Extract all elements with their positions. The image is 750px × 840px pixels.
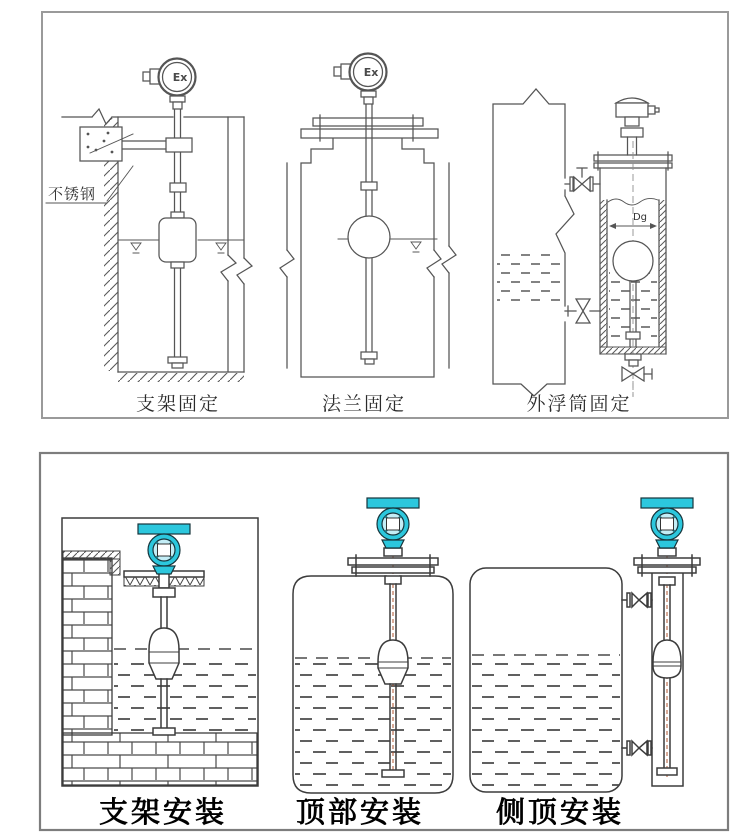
mounting-flange <box>348 555 438 576</box>
float-bottom-nub <box>171 262 184 268</box>
stem-end-cap <box>168 357 187 363</box>
stem-coupling <box>385 576 401 584</box>
wall-cap <box>63 551 120 559</box>
bracket-plate <box>80 127 122 161</box>
water-dashes <box>114 654 256 732</box>
rod-coupling <box>626 332 640 339</box>
ex-label: Ex <box>363 66 379 79</box>
wall-cap-side <box>110 559 120 575</box>
float-top-nub <box>171 212 184 218</box>
brick-floor <box>63 733 257 785</box>
stem-coupling <box>361 182 377 190</box>
stem-coupling <box>170 183 186 192</box>
bottom-panel-installation-methods <box>0 440 750 840</box>
figure-caption: 顶部安装 <box>295 795 425 829</box>
chamber-wall-hatch <box>659 200 666 347</box>
figure-caption: 支架安装 <box>98 795 228 829</box>
stem-end-tip <box>365 359 374 364</box>
tank-water <box>295 658 451 791</box>
figure-caption: 外浮筒固定 <box>526 393 632 415</box>
chamber-wall-hatch <box>600 200 607 347</box>
stem-end-tip <box>172 363 183 368</box>
stem-clamp <box>166 138 192 152</box>
figure-caption: 支架固定 <box>135 393 221 415</box>
figure-caption: 侧顶安装 <box>495 795 625 829</box>
material-note: 不锈钢 <box>48 185 97 203</box>
stem-coupling <box>153 588 175 597</box>
tank-water <box>472 655 620 791</box>
rod-end-cap <box>382 770 404 777</box>
float-body <box>159 218 196 262</box>
dg-label: Dg <box>632 212 648 223</box>
float-capsule <box>149 628 179 679</box>
brick-wall <box>63 558 112 735</box>
ground-hatching <box>118 373 244 382</box>
ex-label: Ex <box>172 71 188 84</box>
float-ball <box>613 241 653 281</box>
rod-end-cap <box>657 768 677 775</box>
stem-coupling <box>659 577 675 585</box>
stem-end-cap <box>361 352 377 359</box>
figure-caption: 法兰固定 <box>321 393 407 415</box>
float-capsule <box>653 640 681 678</box>
tank-liquid-dashes <box>497 252 561 307</box>
rod-end-cap <box>153 728 175 735</box>
float-ball <box>348 216 390 258</box>
mounting-flange <box>634 555 700 576</box>
